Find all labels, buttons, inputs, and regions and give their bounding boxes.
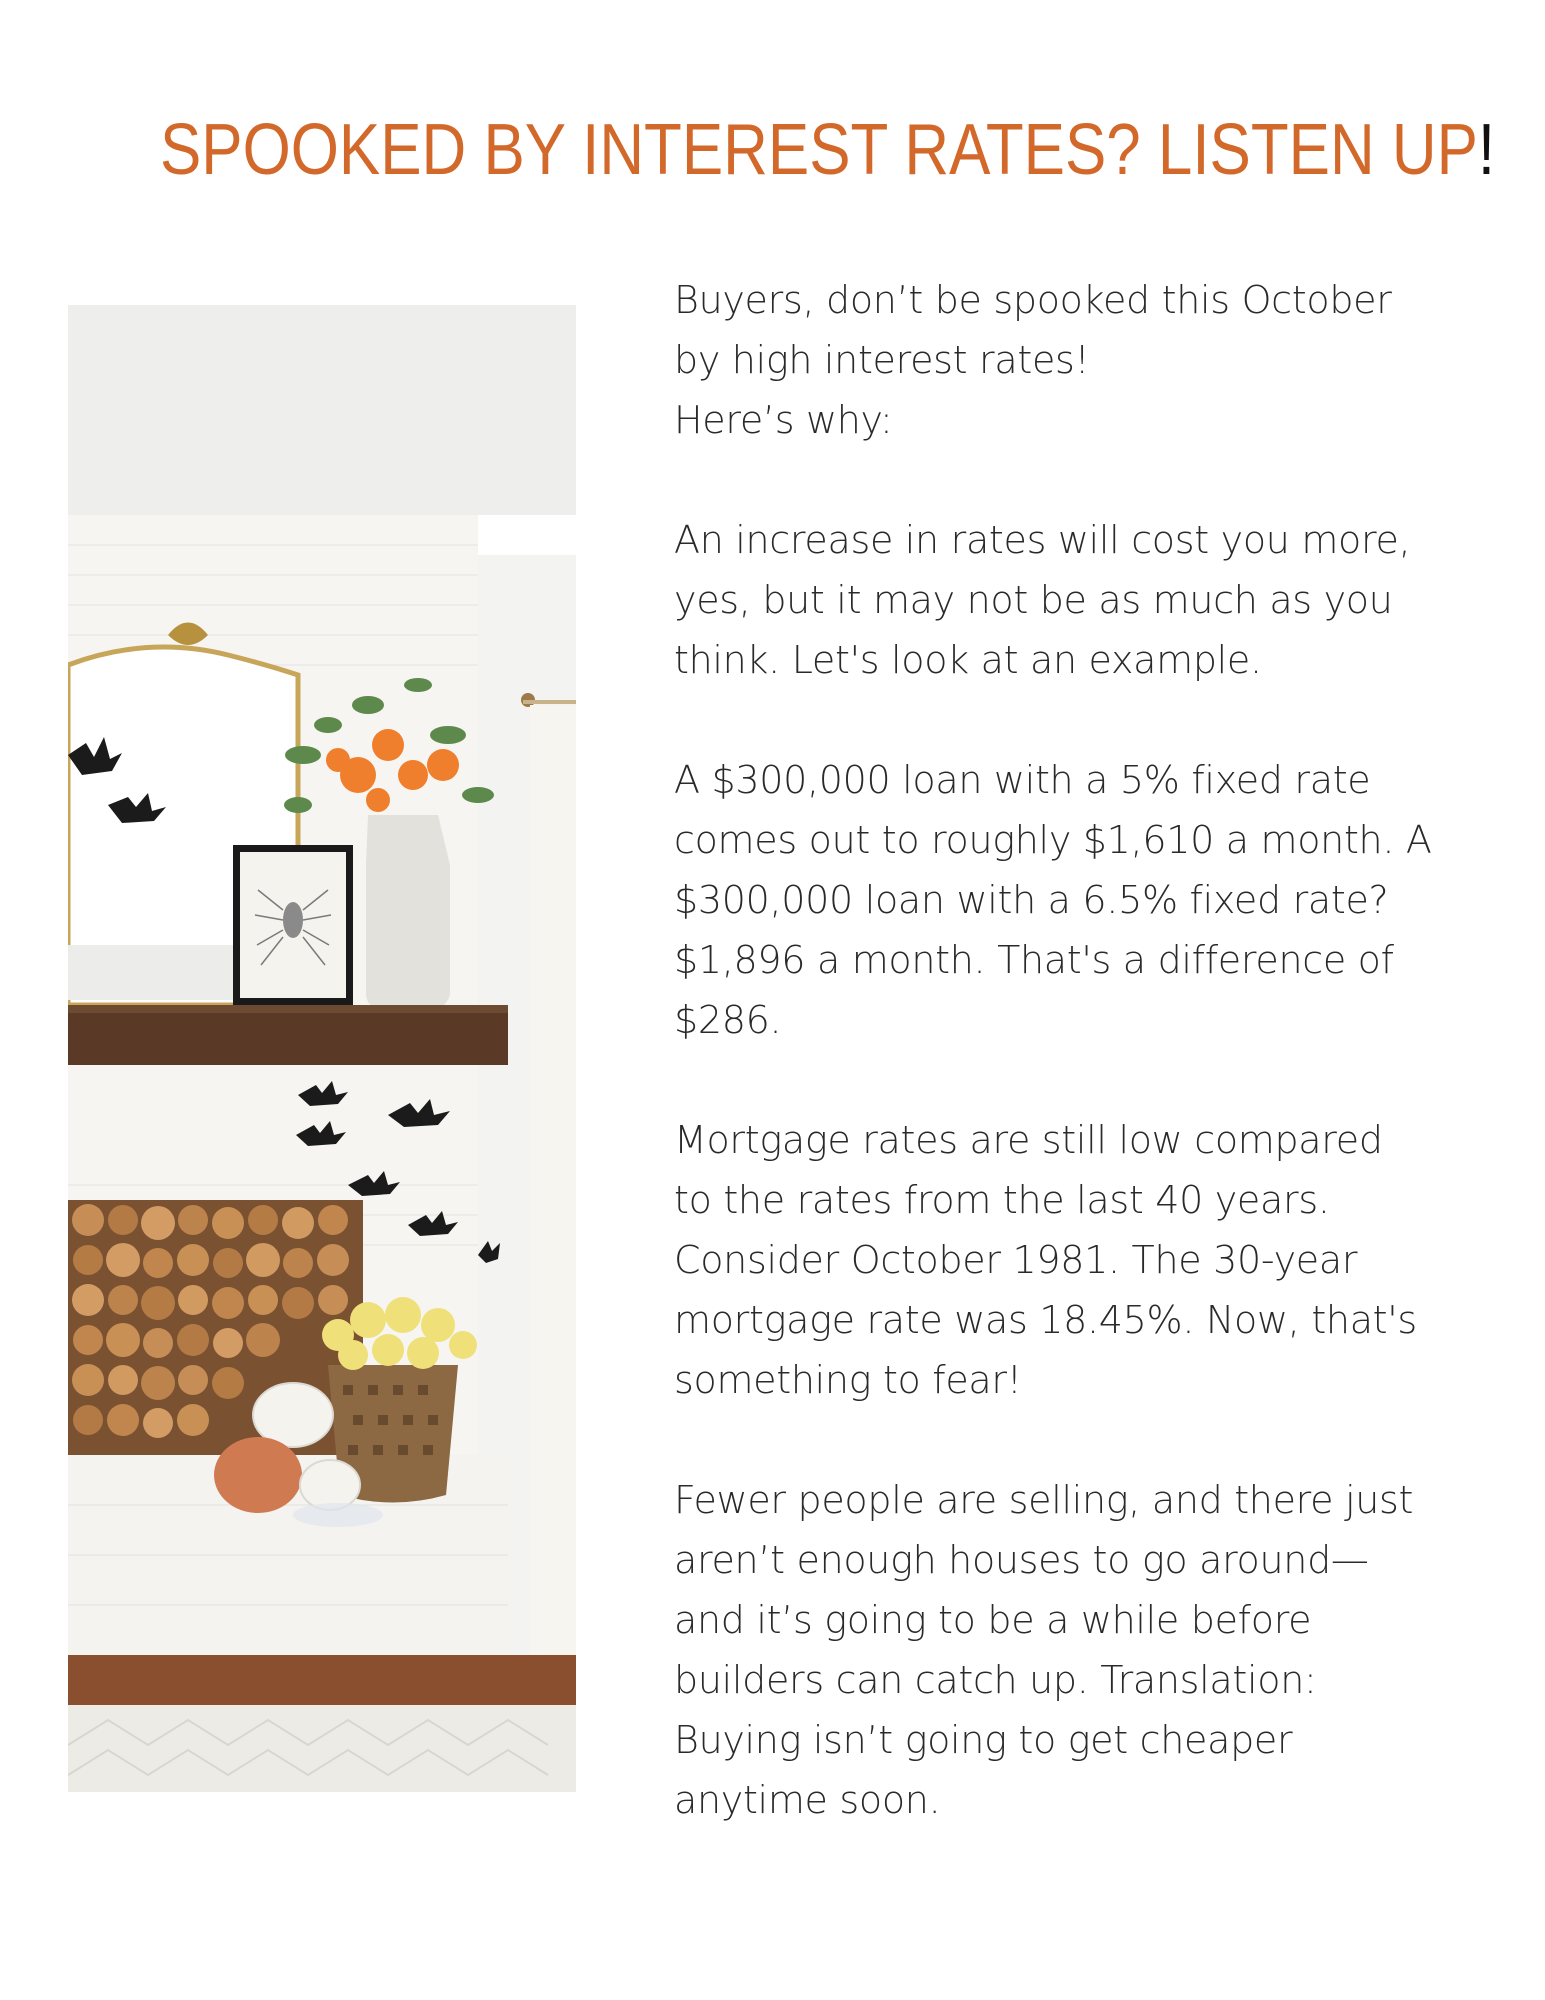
paragraph-example: A $300,000 loan with a 5% fixed rate comes out to roughly $1,610 a month. A $300,000 loan with a 6.5% fixed rate? $1,896 a month. That's a difference of $286. xyxy=(674,758,1432,1042)
title-exclamation: ! xyxy=(1477,110,1496,190)
fireplace-photo xyxy=(68,305,576,1792)
title-text: SPOOKED BY INTEREST RATES? LISTEN UP xyxy=(160,110,1478,190)
page-title xyxy=(160,100,1496,200)
paragraph-intro: Buyers, don’t be spooked this October by high interest rates! Here’s why: xyxy=(674,278,1392,442)
article-body xyxy=(674,270,1454,1890)
paragraph-history: Mortgage rates are still low compared to the rates from the last 40 years. Consider October 1981. The 30-year mortgage rate was 18.45%. Now, that's something to fear! xyxy=(674,1118,1417,1402)
paragraph-inventory: Fewer people are selling, and there just aren’t enough houses to go around— and it’s going to be a while before builders can catch up. Translation: Buying isn’t going to get cheaper anytime soon. xyxy=(674,1478,1414,1822)
paragraph-cost: An increase in rates will cost you more, yes, but it may not be as much as you think. Let's look at an example. xyxy=(674,518,1411,682)
